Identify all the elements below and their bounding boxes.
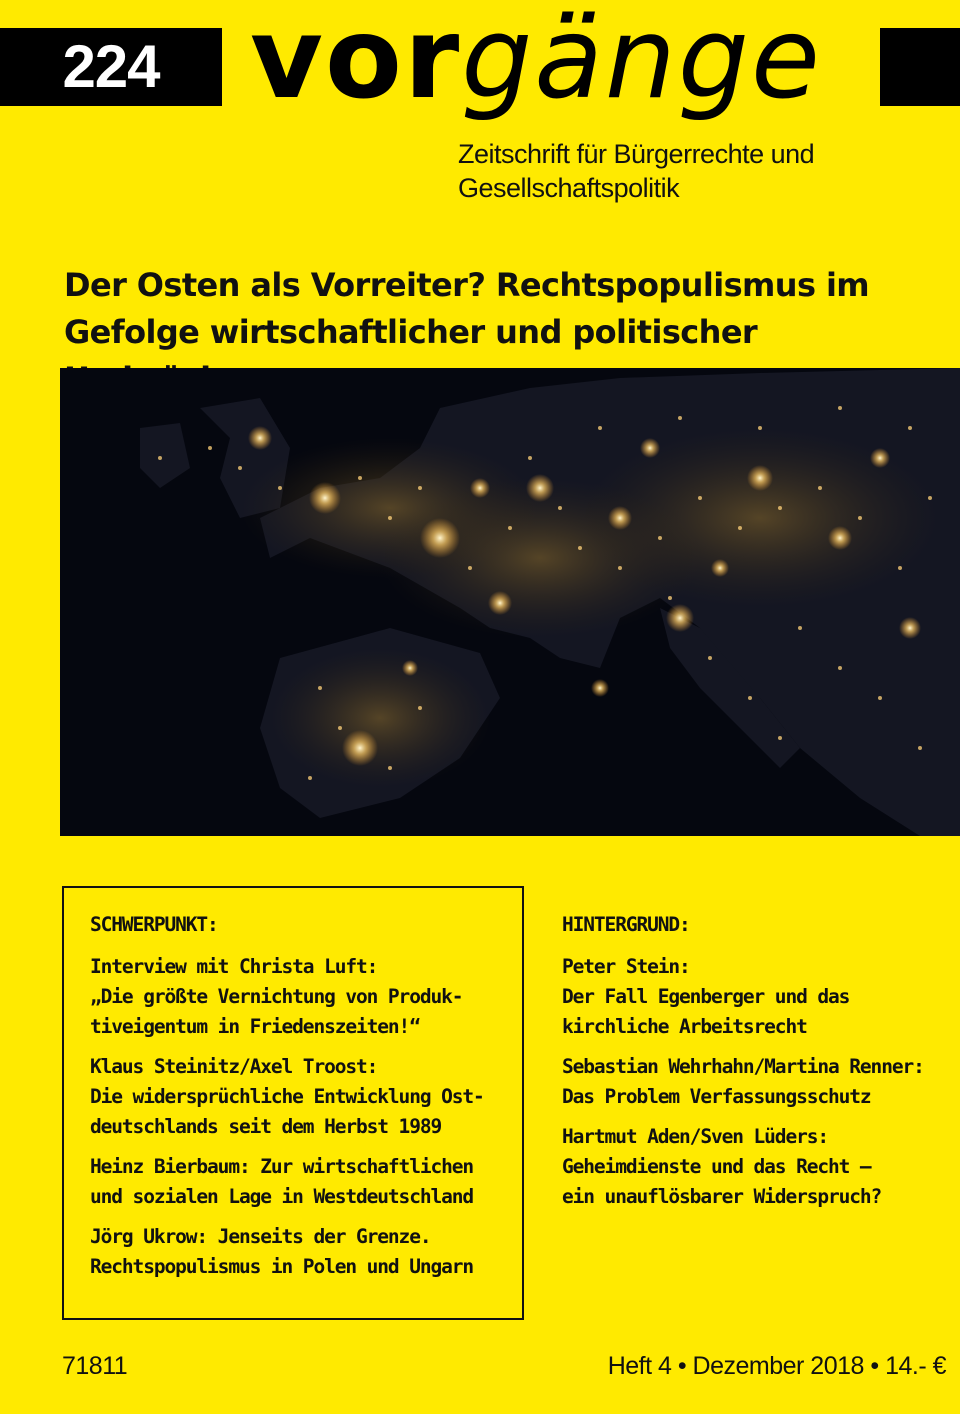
entry-line: Rechtspopulismus in Polen und Ungarn xyxy=(90,1255,474,1278)
entry-line: Interview mit Christa Luft: xyxy=(90,955,378,978)
schwerpunkt-entry xyxy=(90,952,520,1042)
entry-line: deutschlands seit dem Herbst 1989 xyxy=(90,1115,442,1138)
hintergrund-entry xyxy=(562,952,957,1042)
hintergrund-column xyxy=(562,910,957,1222)
magazine-subtitle xyxy=(458,137,918,205)
entry-line: Klaus Steinitz/Axel Troost: xyxy=(90,1055,378,1078)
entry-line: Die widersprüchliche Entwicklung Ost- xyxy=(90,1085,484,1108)
entry-line: Peter Stein: xyxy=(562,955,690,978)
entry-line: „Die größte Vernichtung von Produk- xyxy=(90,985,463,1008)
headline-line-2: Gefolge wirtschaftlicher und politischer xyxy=(64,313,758,351)
schwerpunkt-column xyxy=(90,910,520,1292)
schwerpunkt-heading: SCHWERPUNKT: xyxy=(90,913,218,936)
entry-line: Heinz Bierbaum: Zur wirtschaftlichen xyxy=(90,1155,474,1178)
masthead-title-part1: vor xyxy=(250,0,462,124)
issue-info: Heft 4 • Dezember 2018 • 14.- € xyxy=(607,1352,946,1380)
hintergrund-entry xyxy=(562,1052,957,1112)
masthead-title-part2: gänge xyxy=(461,0,822,124)
decorative-bar xyxy=(880,28,960,106)
entry-line: Der Fall Egenberger und das xyxy=(562,985,850,1008)
entry-line: ein unauflösbarer Widerspruch? xyxy=(562,1185,882,1208)
europe-night-satellite-image xyxy=(60,368,960,836)
subtitle-line-1: Zeitschrift für Bürgerrechte und xyxy=(458,139,815,169)
headline-line-1: Der Osten als Vorreiter? Rechtspopulismus im xyxy=(64,266,870,304)
entry-line: und sozialen Lage in Westdeutschland xyxy=(90,1185,474,1208)
schwerpunkt-entry xyxy=(90,1222,520,1282)
entry-line: Hartmut Aden/Sven Lüders: xyxy=(562,1125,828,1148)
night-map-svg xyxy=(60,368,960,836)
entry-line: Sebastian Wehrhahn/Martina Renner: xyxy=(562,1055,924,1078)
entry-line: kirchliche Arbeitsrecht xyxy=(562,1015,807,1038)
subtitle-line-2: Gesellschaftspolitik xyxy=(458,173,680,203)
entry-line: tiveigentum in Friedenszeiten!“ xyxy=(90,1015,420,1038)
hintergrund-entry xyxy=(562,1122,957,1212)
article-code: 71811 xyxy=(62,1352,128,1380)
entry-line: Geheimdienste und das Recht – xyxy=(562,1155,871,1178)
entry-line: Das Problem Verfassungsschutz xyxy=(562,1085,871,1108)
schwerpunkt-entry xyxy=(90,1052,520,1142)
masthead-logo xyxy=(250,0,822,124)
schwerpunkt-entry xyxy=(90,1152,520,1212)
hintergrund-heading: HINTERGRUND: xyxy=(562,913,690,936)
entry-line: Jörg Ukrow: Jenseits der Grenze. xyxy=(90,1225,431,1248)
issue-number: 224 xyxy=(0,28,222,106)
